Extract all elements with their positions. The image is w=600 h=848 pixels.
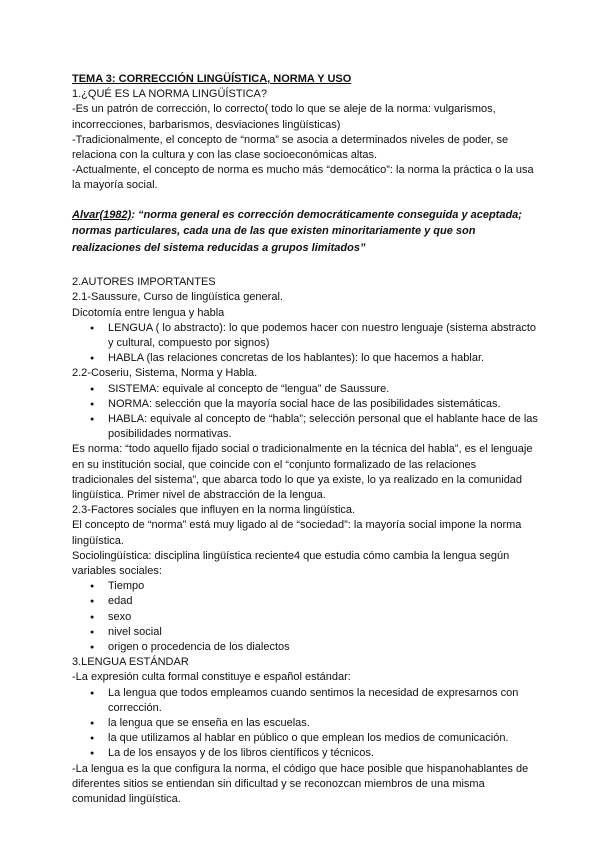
subsection-2-2-title: 2.2-Coseriu, Sistema, Norma y Habla. — [72, 367, 258, 380]
norma-definition: Es norma: “todo aquello fijado social o tradicionalmente en la técnica del habla”, es el lenguaje en su institución social, que coincide con el “conjunto formalizado de las relaciones tradicionales del sistema”, que abarca todo lo que ya existe, lo ya realizado en la comunidad lingüística. Primer nivel de abstracción de la lengua. — [72, 443, 533, 501]
list-item: ● edad — [108, 594, 540, 609]
lengua-habla-list — [72, 321, 540, 367]
social-variables-list — [72, 579, 540, 655]
section3-closing: -La lengua es la que configura la norma, el código que hace posible que hispanohablantes de diferentes sitios se entiendan sin dificultad y se reconozcan miembros de una misma comunidad lingüística. — [72, 762, 529, 806]
subsection-2-3-title: 2.3-Factores sociales que influyen en la norma lingüística. — [72, 504, 356, 517]
subsection-2-3-paragraph: El concepto de “norma” está muy ligado al de “sociedad”: la mayoría social impone la norma lingüística. — [72, 519, 522, 547]
section1-paragraph: -Tradicionalmente, el concepto de “norma” se asocia a determinados niveles de poder, se relaciona con la cultura y con las clase socioeconómicas altas. — [72, 133, 509, 162]
section1-paragraph: -Actualmente, el concepto de norma es mucho más “democático”: la norma la práctica o la usa la mayoría social. — [72, 164, 534, 192]
list-item: ● Tiempo — [108, 579, 540, 594]
list-item: ● La lengua que todos empleamos cuando sentimos la necesidad de expresarnos con corrección. — [108, 686, 540, 716]
section3-intro: -La expresión culta formal constituye e español estándar: — [72, 671, 351, 684]
list-item: ● LENGUA ( lo abstracto): lo que podemos hacer con nuestro lenguaje (sistema abstracto y cultural, compuesto por signos) — [108, 321, 540, 351]
section2-heading: 2.AUTORES IMPORTANTES — [72, 276, 216, 289]
section1-paragraph: -Es un patrón de corrección, lo correcto( todo lo que se aleje de la norma: vulgarismos, incorrecciones, barbarismos, desviaciones lingüísticas) — [72, 103, 496, 131]
standard-language-list — [72, 686, 540, 762]
subsection-2-1-title: 2.1-Saussure, Curso de lingüística general. — [72, 291, 283, 304]
document-title: TEMA 3: CORRECCIÓN LINGÜÍSTICA, NORMA Y USO — [72, 73, 352, 85]
list-item: ● nivel social — [108, 625, 540, 640]
list-item: ● sexo — [108, 610, 540, 625]
list-item: ● NORMA: selección que la mayoría social hace de las posibilidades sistemáticas. — [108, 397, 540, 412]
list-item: ● HABLA: equivale al concepto de “habla”; selección personal que el hablante hace de las posibilidades normativas. — [108, 412, 540, 442]
alvar-quote — [72, 207, 540, 257]
list-item: ● origen o procedencia de los dialectos — [108, 640, 540, 655]
section3-heading: 3.LENGUA ESTÁNDAR — [72, 656, 189, 669]
subsection-2-1-intro: Dicotomía entre lengua y habla — [72, 306, 225, 319]
list-item: ● SISTEMA: equivale al concepto de “lengua” de Saussure. — [108, 382, 540, 397]
list-item: ● HABLA (las relaciones concretas de los hablantes): lo que hacemos a hablar. — [108, 351, 540, 366]
section1-heading: 1.¿QUÉ ES LA NORMA LINGÜÍSTICA? — [72, 88, 267, 101]
list-item: ● la que utilizamos al hablar en público o que emplean los medios de comunicación. — [108, 731, 540, 746]
subsection-2-3-paragraph: Sociolingüística: disciplina lingüística reciente4 que estudia cómo cambia la lengua según variables sociales: — [72, 549, 510, 577]
list-item: ● La de los ensayos y de los libros científicos y técnicos. — [108, 746, 540, 761]
coseriu-list — [72, 382, 540, 443]
list-item: ● la lengua que se enseña en las escuelas. — [108, 716, 540, 731]
quote-text: : “norma general es corrección democráticamente conseguida y aceptada; normas particulares, cada una de las que existen minoritariamente y que son realizaciones del sistema reducidas a grupos limitados” — [72, 208, 522, 254]
quote-author: Alvar(1982) — [72, 208, 132, 221]
